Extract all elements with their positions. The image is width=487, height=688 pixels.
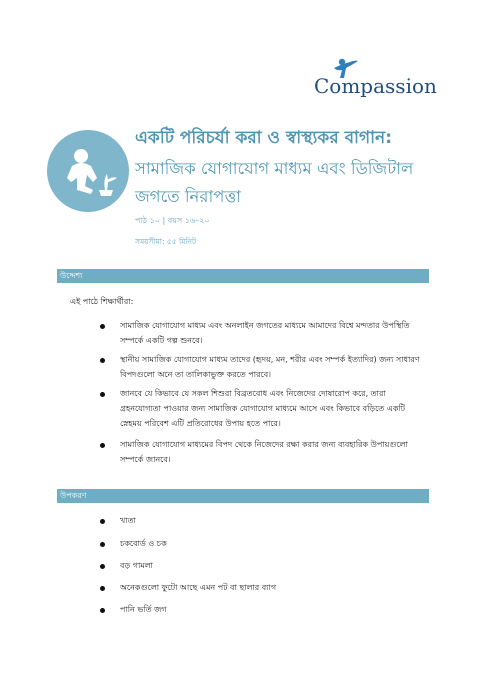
lesson-age-text: পাঠ ১০ | বয়স ১৬–২০ — [135, 216, 210, 225]
page-title-line-1: একটি পরিচর্যা করা ও স্বাস্থ্যকর বাগান: — [135, 128, 392, 148]
bullet-dot-icon — [100, 542, 105, 547]
bullet-dot-icon — [100, 564, 105, 569]
gardening-child-icon — [47, 130, 129, 212]
bullet-dot-icon — [100, 324, 105, 329]
objectives-intro: এই পাঠে শিক্ষার্থীরা: — [70, 297, 134, 306]
materials-heading-bar: উপকরণ — [57, 489, 429, 503]
duration-text: সময়সীমা: ৫৫ মিনিট — [135, 237, 197, 246]
bullet-dot-icon — [100, 519, 105, 524]
logo-wordmark: Compassion — [314, 74, 437, 98]
page-title-line-3: জগতে নিরাপত্তা — [135, 187, 242, 206]
compassion-logo — [314, 58, 437, 100]
bullet-dot-icon — [100, 443, 105, 448]
bullet-dot-icon — [100, 608, 105, 613]
objectives-heading-bar: উদ্দেশ্য — [57, 269, 429, 283]
page-title-line-2: সামাজিক যোগাযোগ মাধ্যম এবং ডিজিটাল — [135, 159, 414, 178]
bullet-dot-icon — [100, 586, 105, 591]
bullet-dot-icon — [100, 358, 105, 363]
bullet-dot-icon — [100, 392, 105, 397]
